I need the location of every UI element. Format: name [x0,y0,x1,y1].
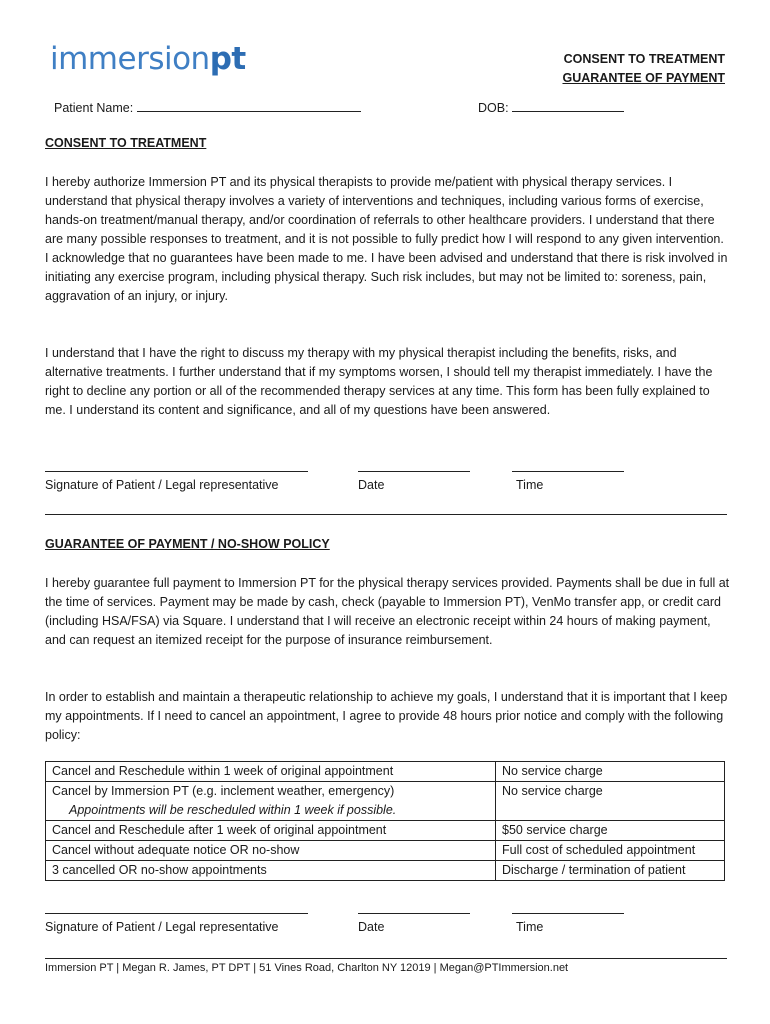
policy-note: Appointments will be rescheduled within 1 week if possible. [69,803,397,817]
policy-charge: Discharge / termination of patient [496,861,725,881]
company-logo [50,41,246,96]
signature-line[interactable] [45,471,308,472]
table-row [46,861,725,881]
time-label: Time [516,478,544,492]
time-line-2[interactable] [512,913,624,914]
policy-charge: No service charge [496,762,725,782]
date-line[interactable] [358,471,470,472]
signature-label-2: Signature of Patient / Legal representative [45,920,279,934]
form-title [562,50,725,88]
signature-line-2[interactable] [45,913,308,914]
date-label-2: Date [358,920,385,934]
patient-name-label: Patient Name: [54,101,134,115]
section-divider [45,514,727,515]
date-line-2[interactable] [358,913,470,914]
signature-label: Signature of Patient / Legal representative [45,478,279,492]
policy-charge: $50 service charge [496,821,725,841]
footer-contact: Immersion PT | Megan R. James, PT DPT | 51 Vines Road, Charlton NY 12019 | Megan@PTImmersion.net [45,962,569,974]
dob-label: DOB: [478,101,509,115]
policy-condition: Cancel and Reschedule after 1 week of original appointment [46,821,496,841]
policy-charge: No service charge [496,782,725,821]
table-row [46,821,725,841]
policy-condition-text: Cancel by Immersion PT (e.g. inclement weather, emergency) [52,784,395,798]
payment-paragraph-1: I hereby guarantee full payment to Immersion PT for the physical therapy services provided. Payments shall be due in full at the time of services. Payment may be made by cash, check (payable to Immersion PT), VenMo transfer app, or credit card (including HSA/FSA) via Square. I understand that I will receive an electronic receipt within 24 hours of making payment, and can request an itemized receipt for the purpose of insurance reimbursement. [45,576,730,647]
policy-condition [46,782,496,821]
patient-name-input[interactable] [137,98,361,112]
consent-paragraph-1: I hereby authorize Immersion PT and its physical therapists to provide me/patient with physical therapy services. I understand that physical therapy involves a variety of interventions and techniques, including various forms of exercise, hands-on treatment/manual therapy, and/or coordination of referrals to other healthcare providers. I understand that there are many possible responses to treatment, and it is not possible to fully predict how I will respond to any given intervention. I acknowledge that no guarantees have been made to me. I have been advised and understand that there is risk involved in initiating any exercise program, including physical therapy. Such risk includes, but may not be limited to: soreness, pain, aggravation of an injury, or injury. [45,175,728,303]
policy-table [45,761,725,881]
footer-divider [45,958,727,959]
payment-paragraph-2: In order to establish and maintain a therapeutic relationship to achieve my goals, I understand that it is important that I keep my appointments. If I need to cancel an appointment, I agree to provide 48 hours prior notice and comply with the following policy: [45,690,728,742]
patient-name-field [54,98,361,115]
logo-suffix: pt [209,41,246,77]
policy-condition: Cancel and Reschedule within 1 week of original appointment [46,762,496,782]
time-label-2: Time [516,920,544,934]
time-line[interactable] [512,471,624,472]
title-consent: CONSENT TO TREATMENT [563,52,725,66]
table-row [46,782,725,821]
policy-charge: Full cost of scheduled appointment [496,841,725,861]
dob-field [478,98,624,115]
policy-condition: 3 cancelled OR no-show appointments [46,861,496,881]
payment-heading: GUARANTEE OF PAYMENT / NO-SHOW POLICY [45,537,330,551]
policy-condition: Cancel without adequate notice OR no-show [46,841,496,861]
table-row [46,762,725,782]
logo-main: immersion [50,41,210,77]
consent-paragraph-2: I understand that I have the right to discuss my therapy with my physical therapist including the benefits, risks, and alternative treatments. I further understand that if my symptoms worsen, I should tell my therapist immediately. I have the right to decline any portion or all of the recommended therapy services at any time. This form has been fully explained to me. I understand its content and significance, and all of my questions have been answered. [45,346,713,417]
title-guarantee: GUARANTEE OF PAYMENT [562,71,725,85]
date-label: Date [358,478,385,492]
consent-heading: CONSENT TO TREATMENT [45,136,207,150]
dob-input[interactable] [512,98,624,112]
table-row [46,841,725,861]
